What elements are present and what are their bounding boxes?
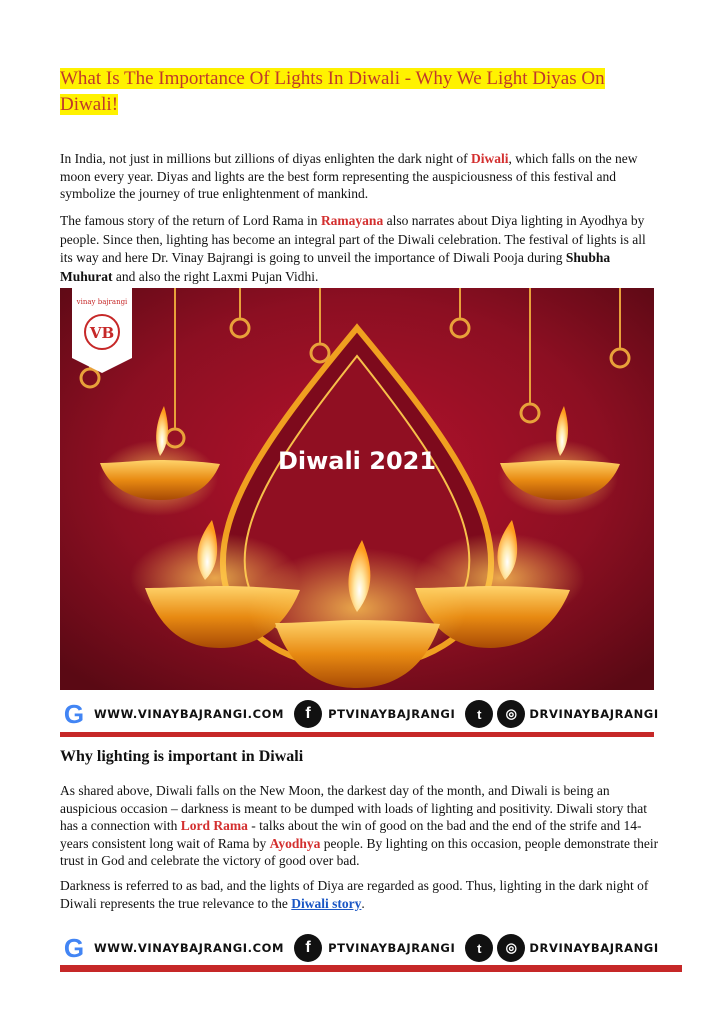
accent-bar-bottom [60,965,682,972]
ramayana-link[interactable]: Ramayana [320,213,384,228]
lord-rama-link[interactable]: Lord Rama [180,818,248,833]
section-heading: Why lighting is important in Diwali [60,748,304,765]
twitter-instagram-link-bottom[interactable] [465,934,658,962]
hero-caption: Diwali 2021 [277,447,437,475]
paragraph-ramayana: The famous story of the return of Lord Rama in Ramayana also narrates about Diya lighting in Ayodhya by people. Since then, lighting has become an integral part of the Diwali celebration. The festival of lights is all its way and here Dr. Vinay Bajrangi is going to unveil the importance of Diwali Pooja during Shubha Muhurat and also the right Laxmi Pujan Vidhi. [60,213,646,284]
diwali-hero-image [60,288,654,690]
paragraph-intro: In India, not just in millions but zillions of diyas enlighten the dark night of Diwali, which falls on the new moon every year. Diyas and lights are the best form representing the auspiciousness of this festival and symbolize the journey of true enlightenment of mankind. [60,151,638,201]
diwali-story-link[interactable]: Diwali story [291,895,362,911]
svg-text:vinay bajrangi: vinay bajrangi [76,298,128,306]
social-bar-top [60,692,659,736]
twitter-icon: t [465,700,493,728]
paragraph-new-moon: As shared above, Diwali falls on the New Moon, the darkest day of the month, and Diwali is being an auspicious occasion – darkness is meant to be dumped with loads of lighting and positivity. Diwali story that has a connection with Lord Rama - talks about the win of good on the bad and the end of the strife and 14-years consistent long wait of Rama by Ayodhya people. By lighting on this occasion, people demonstrate their trust in God and celebrate the victory of good over bad. [60,783,659,868]
website-text: WWW.VINAYBAJRANGI.COM [94,707,285,721]
facebook-text: PTVINAYBAJRANGI [328,707,456,721]
instagram-icon: ◎ [497,934,525,962]
website-text-bottom: WWW.VINAYBAJRANGI.COM [94,941,285,955]
accent-bar-top [60,732,654,737]
website-link-bottom[interactable] [60,934,284,962]
twitter-icon: t [465,934,493,962]
google-icon: G [60,934,88,962]
shubha-muhurat-text: Shubha Muhurat [60,250,611,284]
facebook-text-bottom: PTVINAYBAJRANGI [328,941,456,955]
facebook-link[interactable] [294,700,455,728]
article-title: What Is The Importance Of Lights In Diwali - Why We Light Diyas On Diwali! [60,68,605,115]
ayodhya-link[interactable]: Ayodhya [269,835,321,851]
facebook-icon: f [294,700,322,728]
website-link[interactable] [60,700,284,728]
instagram-icon: ◎ [497,700,525,728]
svg-text:VB: VB [89,324,115,342]
handle-text-bottom: DRVINAYBAJRANGI [529,941,659,955]
paragraph-darkness: Darkness is referred to as bad, and the lights of Diya are regarded as good. Thus, lighting in the dark night of Diwali represents the true relevance to the Diwali story. [60,878,649,911]
handle-text: DRVINAYBAJRANGI [529,707,659,721]
social-bar-bottom [60,926,680,970]
facebook-link-bottom[interactable] [294,934,455,962]
twitter-instagram-link[interactable] [465,700,658,728]
google-icon: G [60,700,88,728]
facebook-icon: f [294,934,322,962]
diwali-link[interactable]: Diwali [470,151,509,166]
